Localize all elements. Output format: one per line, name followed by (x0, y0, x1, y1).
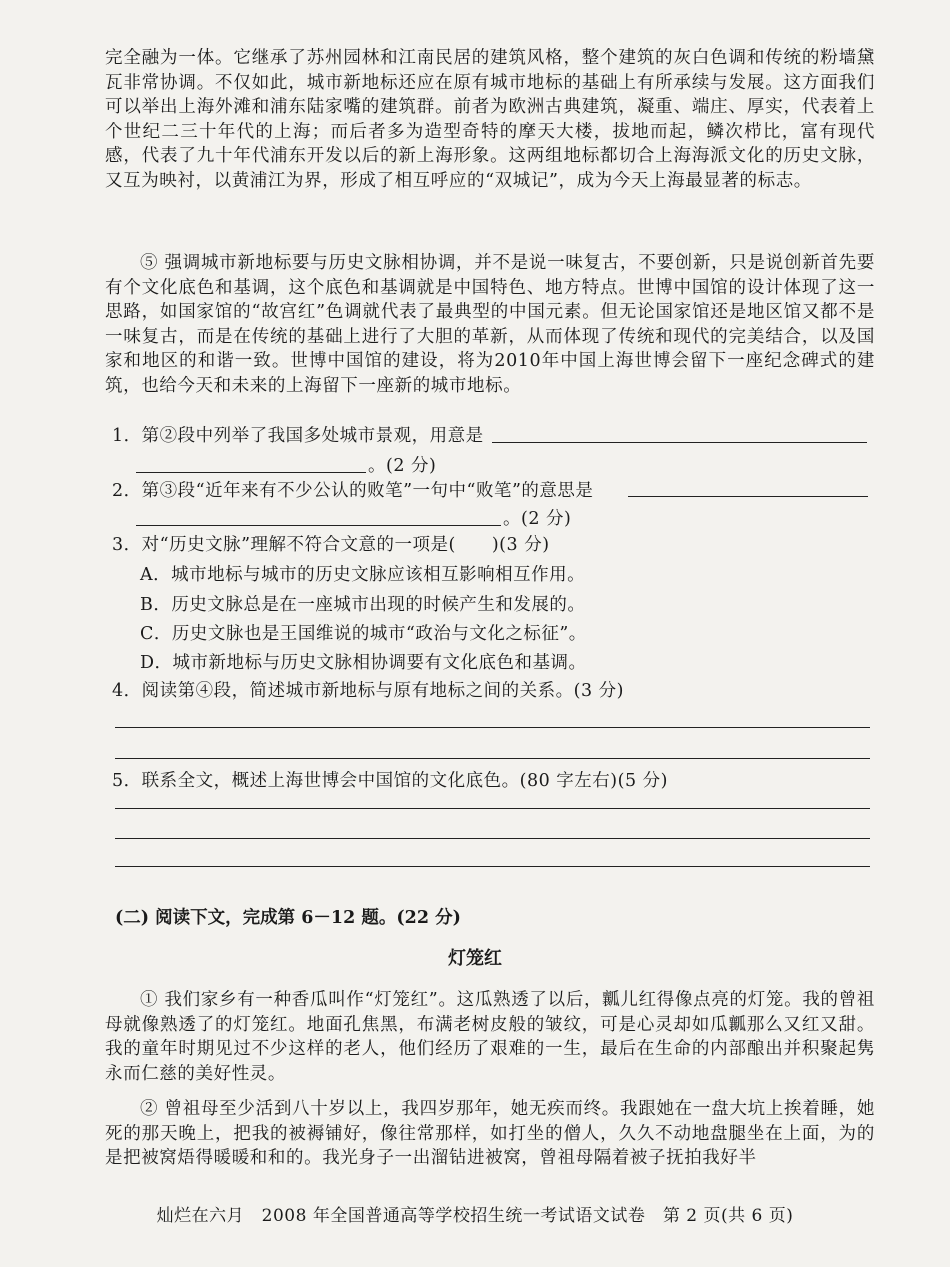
question-2-answer-line-1[interactable] (628, 496, 868, 497)
question-5-answer-line-3[interactable] (115, 866, 870, 867)
section-two-heading: (二) 阅读下文，完成第 6－12 题。(22 分) (115, 908, 461, 928)
question-3-prompt: 3．对“历史文脉”理解不符合文意的一项是( )(3 分) (112, 535, 550, 555)
question-5-answer-line-2[interactable] (115, 838, 870, 839)
question-3-option-d[interactable]: D．城市新地标与历史文脉相协调要有文化底色和基调。 (140, 653, 587, 673)
question-4-answer-line-1[interactable] (115, 727, 870, 728)
passage-paragraph-4-continued: 完全融为一体。它继承了苏州园林和江南民居的建筑风格，整个建筑的灰白色调和传统的粉墙黛瓦非常协调。不仅如此，城市新地标还应在原有城市地标的基础上有所承续与发展。这方面我们可以举出上海外滩和浦东陆家嘴的建筑群。前者为欧洲古典建筑，凝重、端庄、厚实，代表着上个世纪二三十年代的上海；而后者多为造型奇特的摩天大楼，拔地而起，鳞次栉比，富有现代感，代表了九十年代浦东开发以后的新上海形象。这两组地标都切合上海海派文化的历史文脉，又互为映衬，以黄浦江为界，形成了相互呼应的“双城记”，成为今天上海最显著的标志。 (105, 48, 875, 191)
question-5-answer-line-1[interactable] (115, 808, 870, 809)
question-2-points: 。(2 分) (503, 509, 572, 529)
question-2-prompt: 2．第③段“近年来有不少公认的败笔”一句中“败笔”的意思是 (112, 481, 594, 501)
essay-paragraph-1: ① 我们家乡有一种香瓜叫作“灯笼红”。这瓜熟透了以后，瓤儿红得像点亮的灯笼。我的曾祖母就像熟透了的灯笼红。地面孔焦黑，布满老树皮般的皱纹，可是心灵却如瓜瓤那么又红又甜。我的童年时期见过不少这样的老人，他们经历了艰难的一生，最后在生命的内部酿出并积聚起隽永而仁慈的美好性灵。 (105, 990, 875, 1084)
question-1-prompt: 1．第②段中列举了我国多处城市景观，用意是 (112, 426, 484, 446)
question-1-answer-line-2[interactable] (136, 472, 366, 473)
question-1-points: 。(2 分) (368, 456, 437, 476)
question-3-option-a[interactable]: A．城市地标与城市的历史文脉应该相互影响相互作用。 (140, 565, 586, 585)
question-3-option-b[interactable]: B．历史文脉总是在一座城市出现的时候产生和发展的。 (140, 595, 586, 615)
question-5-prompt: 5．联系全文，概述上海世博会中国馆的文化底色。(80 字左右)(5 分) (112, 771, 668, 791)
page-footer: 灿烂在六月 2008 年全国普通高等学校招生统一考试语文试卷 第 2 页(共 6 页) (156, 1206, 794, 1226)
question-3-option-c[interactable]: C．历史文脉也是王国维说的城市“政治与文化之标征”。 (140, 624, 587, 644)
essay-paragraph-2: ② 曾祖母至少活到八十岁以上，我四岁那年，她无疾而终。我跟她在一盘大坑上挨着睡，她死的那天晚上，把我的被褥铺好，像往常那样，如打坐的僧人，久久不动地盘腿坐在上面，为的是把被窝焐得暖暖和和的。我光身子一出溜钻进被窝，曾祖母隔着被子抚拍我好半 (105, 1099, 875, 1169)
question-1-answer-line-1[interactable] (492, 442, 867, 443)
question-2-answer-line-2[interactable] (136, 525, 501, 526)
passage-paragraph-5: ⑤ 强调城市新地标要与历史文脉相协调，并不是说一味复古，不要创新，只是说创新首先要有个文化底色和基调，这个底色和基调就是中国特色、地方特点。世博中国馆的设计体现了这一思路，如国家馆的“故宫红”色调就代表了最典型的中国元素。但无论国家馆还是地区馆又都不是一味复古，而是在传统的基础上进行了大胆的革新，从而体现了传统和现代的完美结合，以及国家和地区的和谐一致。世博中国馆的建设，将为2010年中国上海世博会留下一座纪念碑式的建筑，也给今天和未来的上海留下一座新的城市地标。 (105, 253, 875, 396)
question-4-answer-line-2[interactable] (115, 758, 870, 759)
question-4-prompt: 4．阅读第④段，简述城市新地标与原有地标之间的关系。(3 分) (112, 681, 624, 701)
essay-title: 灯笼红 (448, 948, 502, 969)
